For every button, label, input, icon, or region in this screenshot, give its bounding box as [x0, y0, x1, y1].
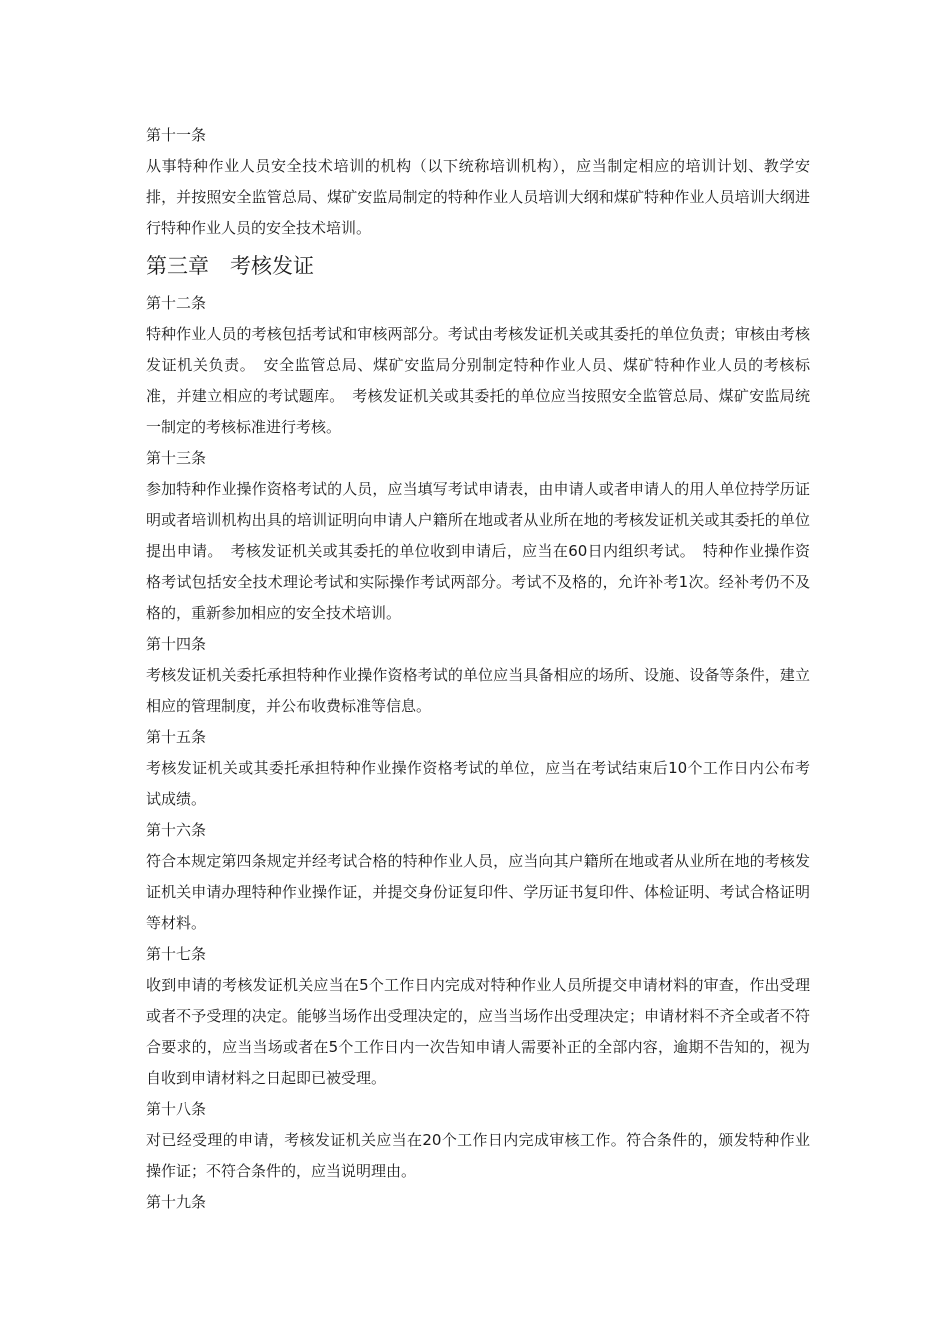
article-title: 第十九条	[146, 1193, 207, 1211]
article-body: 从事特种作业人员安全技术培训的机构（以下统称培训机构），应当制定相应的培训计划、教学安排，并按照安全监管总局、煤矿安监局制定的特种作业人员培训大纲和煤矿特种作业人员培训大纲进行特种作业人员的安全技术培训。	[146, 157, 810, 237]
article-title: 第十八条	[146, 1100, 207, 1118]
article-title: 第十一条	[146, 126, 207, 144]
article-body: 参加特种作业操作资格考试的人员，应当填写考试申请表，由申请人或者申请人的用人单位持学历证明或者培训机构出具的培训证明向申请人户籍所在地或者从业所在地的考核发证机关或其委托的单位提出申请。 考核发证机关或其委托的单位收到申请后，应当在60日内组织考试。 特种作业操作资格考试包括安全技术理论考试和实际操作考试两部分。考试不及格的，允许补考1次。经补考仍不及格的，重新参加相应的安全技术培训。	[146, 480, 810, 622]
chapter-title: 第三章 考核发证	[146, 254, 314, 278]
article-title: 第十三条	[146, 449, 207, 467]
article-body: 对已经受理的申请，考核发证机关应当在20个工作日内完成审核工作。符合条件的，颁发特种作业操作证；不符合条件的，应当说明理由。	[146, 1131, 810, 1180]
article-title: 第十六条	[146, 821, 207, 839]
article-body: 考核发证机关或其委托承担特种作业操作资格考试的单位，应当在考试结束后10个工作日内公布考试成绩。	[146, 759, 810, 808]
article-body: 特种作业人员的考核包括考试和审核两部分。考试由考核发证机关或其委托的单位负责；审核由考核发证机关负责。 安全监管总局、煤矿安监局分别制定特种作业人员、煤矿特种作业人员的考核标准，并建立相应的考试题库。 考核发证机关或其委托的单位应当按照安全监管总局、煤矿安监局统一制定的考核标准进行考核。	[146, 325, 810, 436]
article-title: 第十七条	[146, 945, 207, 963]
document-page	[146, 120, 810, 1218]
article-title: 第十二条	[146, 294, 207, 312]
article-title: 第十四条	[146, 635, 207, 653]
article-body: 收到申请的考核发证机关应当在5个工作日内完成对特种作业人员所提交申请材料的审查，作出受理或者不予受理的决定。能够当场作出受理决定的，应当当场作出受理决定；申请材料不齐全或者不符合要求的，应当当场或者在5个工作日内一次告知申请人需要补正的全部内容，逾期不告知的，视为自收到申请材料之日起即已被受理。	[146, 976, 810, 1087]
article-title: 第十五条	[146, 728, 207, 746]
article-body: 符合本规定第四条规定并经考试合格的特种作业人员，应当向其户籍所在地或者从业所在地的考核发证机关申请办理特种作业操作证，并提交身份证复印件、学历证书复印件、体检证明、考试合格证明等材料。	[146, 852, 810, 932]
article-body: 考核发证机关委托承担特种作业操作资格考试的单位应当具备相应的场所、设施、设备等条件，建立相应的管理制度，并公布收费标准等信息。	[146, 666, 810, 715]
